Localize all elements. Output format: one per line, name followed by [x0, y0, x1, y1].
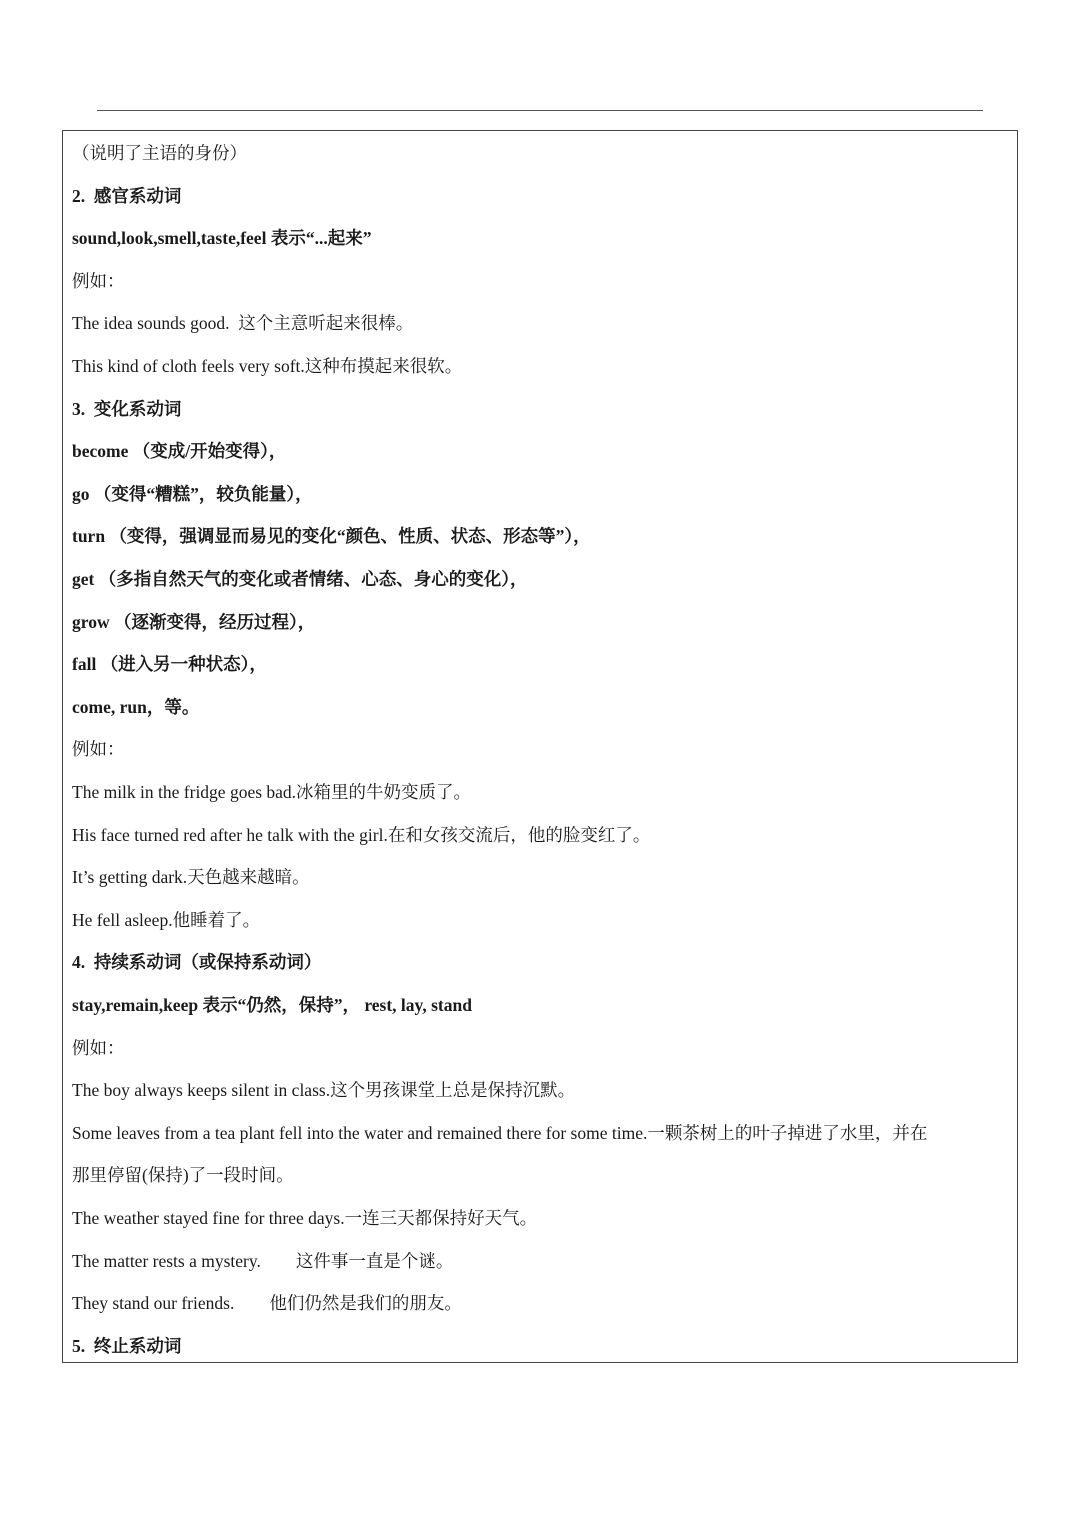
verb-list: become [72, 441, 129, 461]
verb-description: （变成/开始变得）， [128, 441, 287, 461]
verb-list: turn [72, 526, 106, 546]
verb-list: fall [72, 654, 97, 674]
document-line: The matter rests a mystery. 这件事一直是个谜。 [72, 1251, 454, 1271]
document-line [72, 994, 472, 1016]
document-line: 例如： [72, 739, 125, 759]
document-line: 那里停留(保持)了一段时间。 [72, 1165, 294, 1185]
verb-list: go [72, 484, 90, 504]
document-line [72, 483, 313, 505]
header-rule [97, 110, 983, 111]
document-line [72, 227, 371, 249]
document-line: 例如： [72, 271, 125, 291]
document-line: The idea sounds good. 这个主意听起来很棒。 [72, 313, 414, 333]
document-line: The boy always keeps silent in class.这个男孩课堂上总是保持沉默。 [72, 1080, 576, 1100]
verb-description: （进入另一种状态）， [96, 654, 267, 674]
section-heading: come, run，等。 [72, 697, 200, 717]
document-line: 例如： [72, 1038, 125, 1058]
verb-description: 表示“仍然，保持”， rest, lay, stand [198, 995, 472, 1015]
document-line [72, 568, 527, 590]
verb-description: （多指自然天气的变化或者情绪、心态、身心的变化）， [94, 569, 528, 589]
document-line: He fell asleep.他睡着了。 [72, 910, 261, 930]
document-line [72, 611, 315, 633]
verb-description: 表示“...起来” [266, 228, 372, 248]
section-heading: 5. 终止系动词 [72, 1336, 182, 1356]
document-line: His face turned red after he talk with the girl.在和女孩交流后，他的脸变红了。 [72, 825, 651, 845]
verb-description: （变得，强调显而易见的变化“颜色、性质、状态、形态等”）， [105, 526, 591, 546]
document-line: The milk in the fridge goes bad.冰箱里的牛奶变质了。 [72, 782, 472, 802]
document-line: Some leaves from a tea plant fell into the water and remained there for some time.一颗茶树上的叶子掉进了水里，并在 [72, 1123, 928, 1143]
verb-list: stay,remain,keep [72, 995, 199, 1015]
section-heading: 2. 感官系动词 [72, 186, 182, 206]
document-line: It’s getting dark.天色越来越暗。 [72, 867, 310, 887]
document-line [72, 440, 286, 462]
document-line: They stand our friends. 他们仍然是我们的朋友。 [72, 1293, 462, 1313]
verb-list: sound,look,smell,taste,feel [72, 228, 267, 248]
document-line: （说明了主语的身份） [72, 143, 247, 163]
verb-list: get [72, 569, 95, 589]
section-heading: 4. 持续系动词（或保持系动词） [72, 952, 322, 972]
verb-description: （逐渐变得，经历过程）， [109, 612, 316, 632]
section-heading: 3. 变化系动词 [72, 399, 182, 419]
document-line [72, 525, 591, 547]
document-line: This kind of cloth feels very soft.这种布摸起来很软。 [72, 356, 463, 376]
verb-list: grow [72, 612, 110, 632]
document-line [72, 653, 267, 675]
verb-description: （变得“糟糕”，较负能量）， [89, 484, 313, 504]
document-line: The weather stayed fine for three days.一连三天都保持好天气。 [72, 1208, 538, 1228]
